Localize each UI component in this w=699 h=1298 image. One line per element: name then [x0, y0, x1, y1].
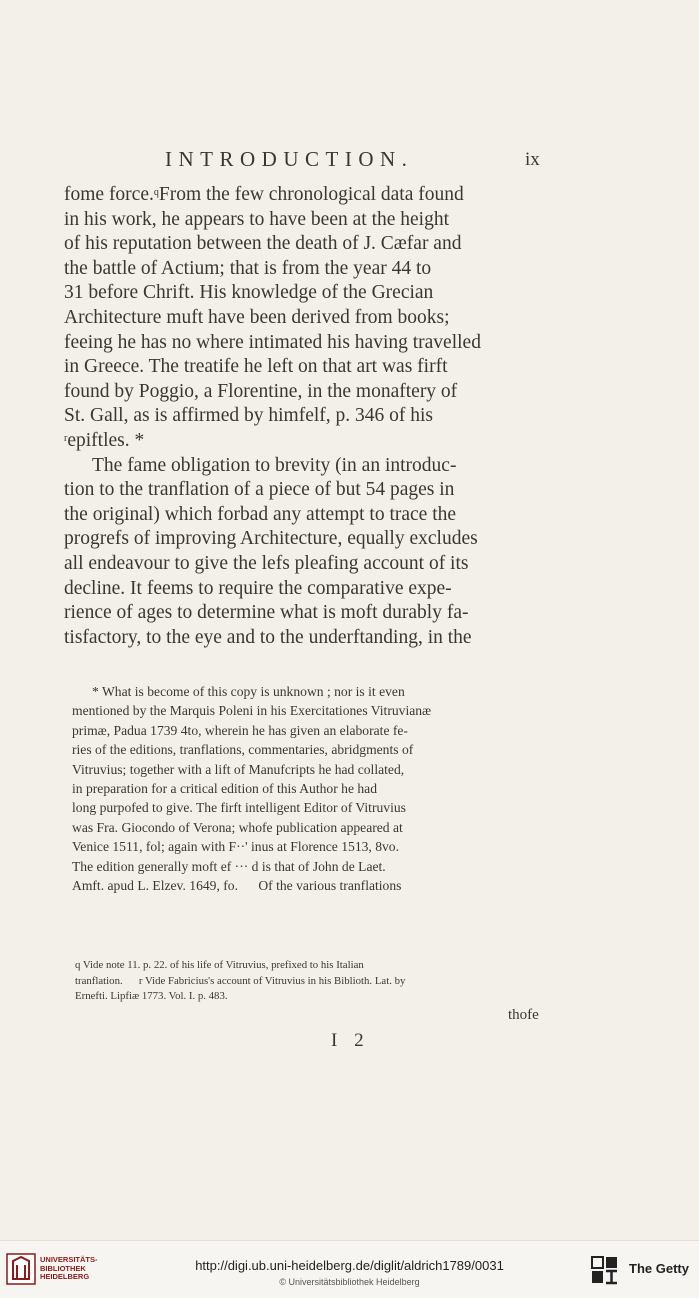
signature-mark: I 2: [331, 1030, 370, 1051]
getty-logo-icon[interactable]: [591, 1255, 619, 1285]
main-text: [64, 183, 548, 650]
text-line: rience of ages to determine what is moft durably fa-: [64, 602, 469, 624]
copyright-notice: © Universitätsbibliothek Heidelberg: [279, 1277, 420, 1287]
footnote-mark: q: [153, 187, 159, 198]
permalink-url[interactable]: http://digi.ub.uni-heidelberg.de/diglit/aldrich1789/0031: [195, 1258, 504, 1273]
partner-name: The Getty: [629, 1261, 689, 1276]
text-line: St. Gall, as is affirmed by himfelf, p. 346 of his: [64, 405, 434, 427]
note-line: q Vide note 11. p. 22. of his life of Vitruvius, prefixed to his Italian: [75, 959, 364, 971]
note-line: Ernefti. Lipfiæ 1773. Vol. I. p. 483.: [75, 990, 228, 1003]
page-number: ix: [525, 149, 540, 170]
text-line: $^r$epiftles. *: [64, 429, 145, 451]
text-line: fome force.$^q$From the few chronological data found: [64, 184, 464, 205]
catchword: thofe: [508, 1007, 539, 1023]
running-header: [0, 147, 699, 177]
footnote-line: * What is become of this copy is unknown ; nor is it even: [92, 684, 405, 699]
text-line: The fame obligation to brevity (in an introduc-: [92, 454, 457, 476]
footnote: [72, 682, 542, 895]
footnote-line: ries of the editions, tranflations, commentaries, abridgments of: [72, 742, 414, 758]
footnote-line: Vitruvius; together with a lift of Manufcripts he had collated,: [72, 761, 405, 777]
library-name: UNIVERSITÄTS- BIBLIOTHEK HEIDELBERG: [40, 1255, 98, 1282]
text-line: all endeavour to give the lefs pleafing account of its: [64, 552, 469, 574]
text-line: progrefs of improving Architecture, equally excludes: [64, 528, 478, 550]
footer-bar: [0, 1240, 699, 1298]
footnote-line: long purpofed to give. The firft intelligent Editor of Vitruvius: [72, 800, 406, 816]
text-line: Architecture muft have been derived from books;: [64, 306, 450, 328]
text-line: tisfactory, to the eye and to the underftanding, in the: [64, 626, 472, 648]
footnote-line: primæ, Padua 1739 4to, wherein he has given an elaborate fe-: [72, 722, 408, 738]
footnote-mark: r: [64, 432, 68, 444]
note-line: tranflation. r Vide Fabricius's account of Vitruvius in his Biblioth. Lat. by: [75, 974, 406, 987]
footnote-line: was Fra. Giocondo of Verona; whofe publication appeared at: [72, 819, 403, 835]
reference-notes: [75, 958, 543, 1005]
running-title: INTRODUCTION.: [165, 147, 414, 171]
text-line: tion to the tranflation of a piece of but 54 pages in: [64, 479, 455, 501]
text-line: feeing he has no where intimated his having travelled: [64, 331, 481, 353]
text-line: the original) which forbad any attempt to trace the: [64, 503, 457, 525]
footnote-line: Amft. apud L. Elzev. 1649, fo. Of the various tranflations: [72, 878, 402, 894]
text-line: decline. It feems to require the comparative expe-: [64, 577, 452, 599]
text-line: in his work, he appears to have been at the height: [64, 208, 450, 230]
text-line: found by Poggio, a Florentine, in the monaftery of: [64, 380, 458, 402]
text-line: of his reputation between the death of J. Cæfar and: [64, 233, 462, 255]
text-line: 31 before Chrift. His knowledge of the Grecian: [64, 282, 434, 304]
text-line: the battle of Actium; that is from the year 44 to: [64, 257, 432, 279]
footnote-line: The edition generally moft ef ··· d is that of John de Laet.: [72, 858, 386, 874]
footnote-line: in preparation for a critical edition of this Author he had: [72, 781, 378, 797]
footnote-line: Venice 1511, fol; again with F··' inus at Florence 1513, 8vo.: [72, 839, 399, 855]
text-line: in Greece. The treatife he left on that art was firft: [64, 356, 448, 378]
footnote-line: mentioned by the Marquis Poleni in his Exercitationes Vitruvianæ: [72, 703, 432, 719]
